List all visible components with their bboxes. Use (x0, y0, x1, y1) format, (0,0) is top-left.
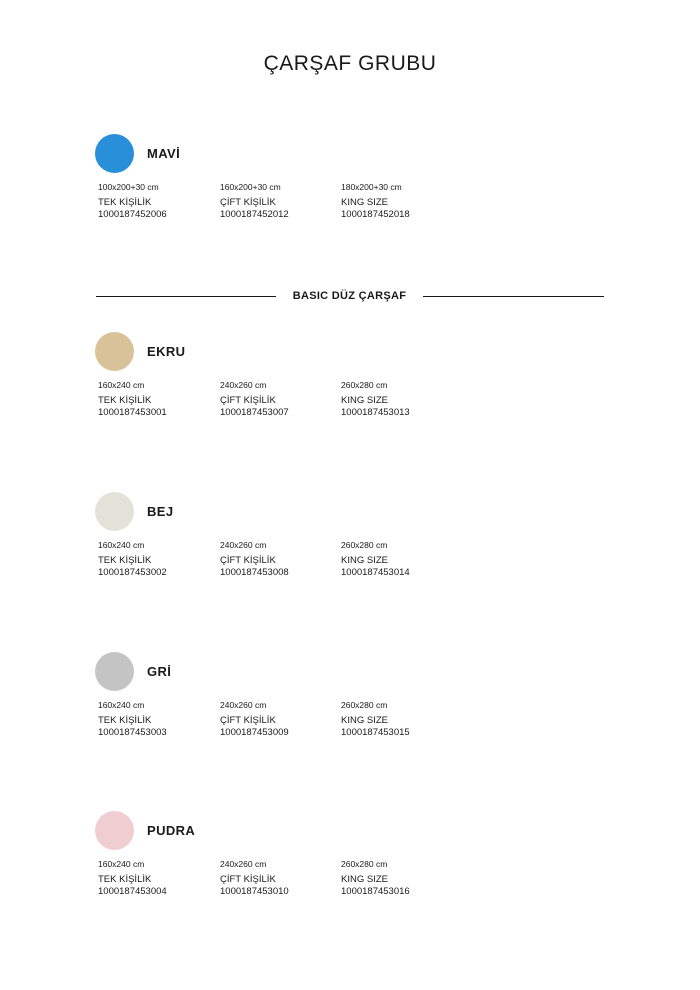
variant-code: 1000187453009 (220, 727, 289, 738)
color-name: EKRU (147, 344, 186, 359)
variant-label: KING SIZE (341, 554, 388, 566)
color-swatch (95, 332, 134, 371)
variant-cift (220, 699, 335, 740)
variant-code: 1000187453007 (220, 407, 289, 418)
variant-code: 1000187452012 (220, 209, 289, 220)
variant-label: TEK KİŞİLİK (98, 714, 152, 726)
variant-cift (220, 858, 335, 899)
color-name: PUDRA (147, 823, 196, 838)
variant-label: ÇİFT KİŞİLİK (220, 196, 276, 208)
variant-code: 1000187453003 (98, 727, 167, 738)
section-divider (96, 289, 604, 303)
variant-size: 260x280 cm (341, 700, 388, 710)
variant-king (341, 539, 456, 580)
variant-king (341, 858, 456, 899)
variant-size: 100x200+30 cm (98, 182, 159, 192)
variant-code: 1000187453002 (98, 567, 167, 578)
variant-code: 1000187453016 (341, 886, 410, 897)
variant-label: TEK KİŞİLİK (98, 554, 152, 566)
color-group-gri (95, 652, 615, 752)
variant-tek (98, 539, 213, 580)
color-group-bej (95, 492, 615, 592)
variant-tek (98, 858, 213, 899)
color-name: MAVİ (147, 146, 181, 161)
variant-label: ÇİFT KİŞİLİK (220, 554, 276, 566)
variant-code: 1000187452018 (341, 209, 410, 220)
variant-label: KING SIZE (341, 394, 388, 406)
page-title: ÇARŞAF GRUBU (263, 52, 437, 75)
variant-label: TEK KİŞİLİK (98, 873, 152, 885)
color-swatch (95, 134, 134, 173)
variant-label: ÇİFT KİŞİLİK (220, 714, 276, 726)
variant-label: KING SIZE (341, 196, 388, 208)
variant-size: 180x200+30 cm (341, 182, 402, 192)
variant-code: 1000187453010 (220, 886, 289, 897)
color-group-ekru (95, 332, 615, 432)
variant-cift (220, 181, 335, 222)
variant-tek (98, 181, 213, 222)
color-group-pudra (95, 811, 615, 911)
color-group-mavi (95, 134, 615, 234)
variant-cift (220, 379, 335, 420)
variant-tek (98, 379, 213, 420)
variant-king (341, 379, 456, 420)
variant-king (341, 699, 456, 740)
variant-code: 1000187452006 (98, 209, 167, 220)
variant-label: ÇİFT KİŞİLİK (220, 873, 276, 885)
variant-cift (220, 539, 335, 580)
variant-code: 1000187453014 (341, 567, 410, 578)
color-swatch (95, 492, 134, 531)
variant-size: 160x240 cm (98, 380, 145, 390)
variant-code: 1000187453001 (98, 407, 167, 418)
variant-size: 160x240 cm (98, 540, 145, 550)
variant-size: 260x280 cm (341, 859, 388, 869)
variant-size: 240x260 cm (220, 380, 267, 390)
variant-size: 160x240 cm (98, 859, 145, 869)
variant-size: 260x280 cm (341, 380, 388, 390)
variant-code: 1000187453013 (341, 407, 410, 418)
variant-size: 240x260 cm (220, 700, 267, 710)
variant-king (341, 181, 456, 222)
variant-label: ÇİFT KİŞİLİK (220, 394, 276, 406)
divider-line-right (423, 296, 604, 297)
variant-size: 240x260 cm (220, 859, 267, 869)
variant-label: TEK KİŞİLİK (98, 196, 152, 208)
color-swatch (95, 811, 134, 850)
color-swatch (95, 652, 134, 691)
variant-size: 160x200+30 cm (220, 182, 281, 192)
variant-size: 240x260 cm (220, 540, 267, 550)
variant-tek (98, 699, 213, 740)
variant-size: 260x280 cm (341, 540, 388, 550)
variant-label: TEK KİŞİLİK (98, 394, 152, 406)
divider-line-left (96, 296, 276, 297)
variant-code: 1000187453008 (220, 567, 289, 578)
variant-label: KING SIZE (341, 714, 388, 726)
color-name: GRİ (147, 664, 172, 679)
variant-code: 1000187453015 (341, 727, 410, 738)
section-heading: BASIC DÜZ ÇARŞAF (292, 290, 407, 302)
variant-size: 160x240 cm (98, 700, 145, 710)
variant-code: 1000187453004 (98, 886, 167, 897)
variant-label: KING SIZE (341, 873, 388, 885)
color-name: BEJ (147, 504, 174, 519)
